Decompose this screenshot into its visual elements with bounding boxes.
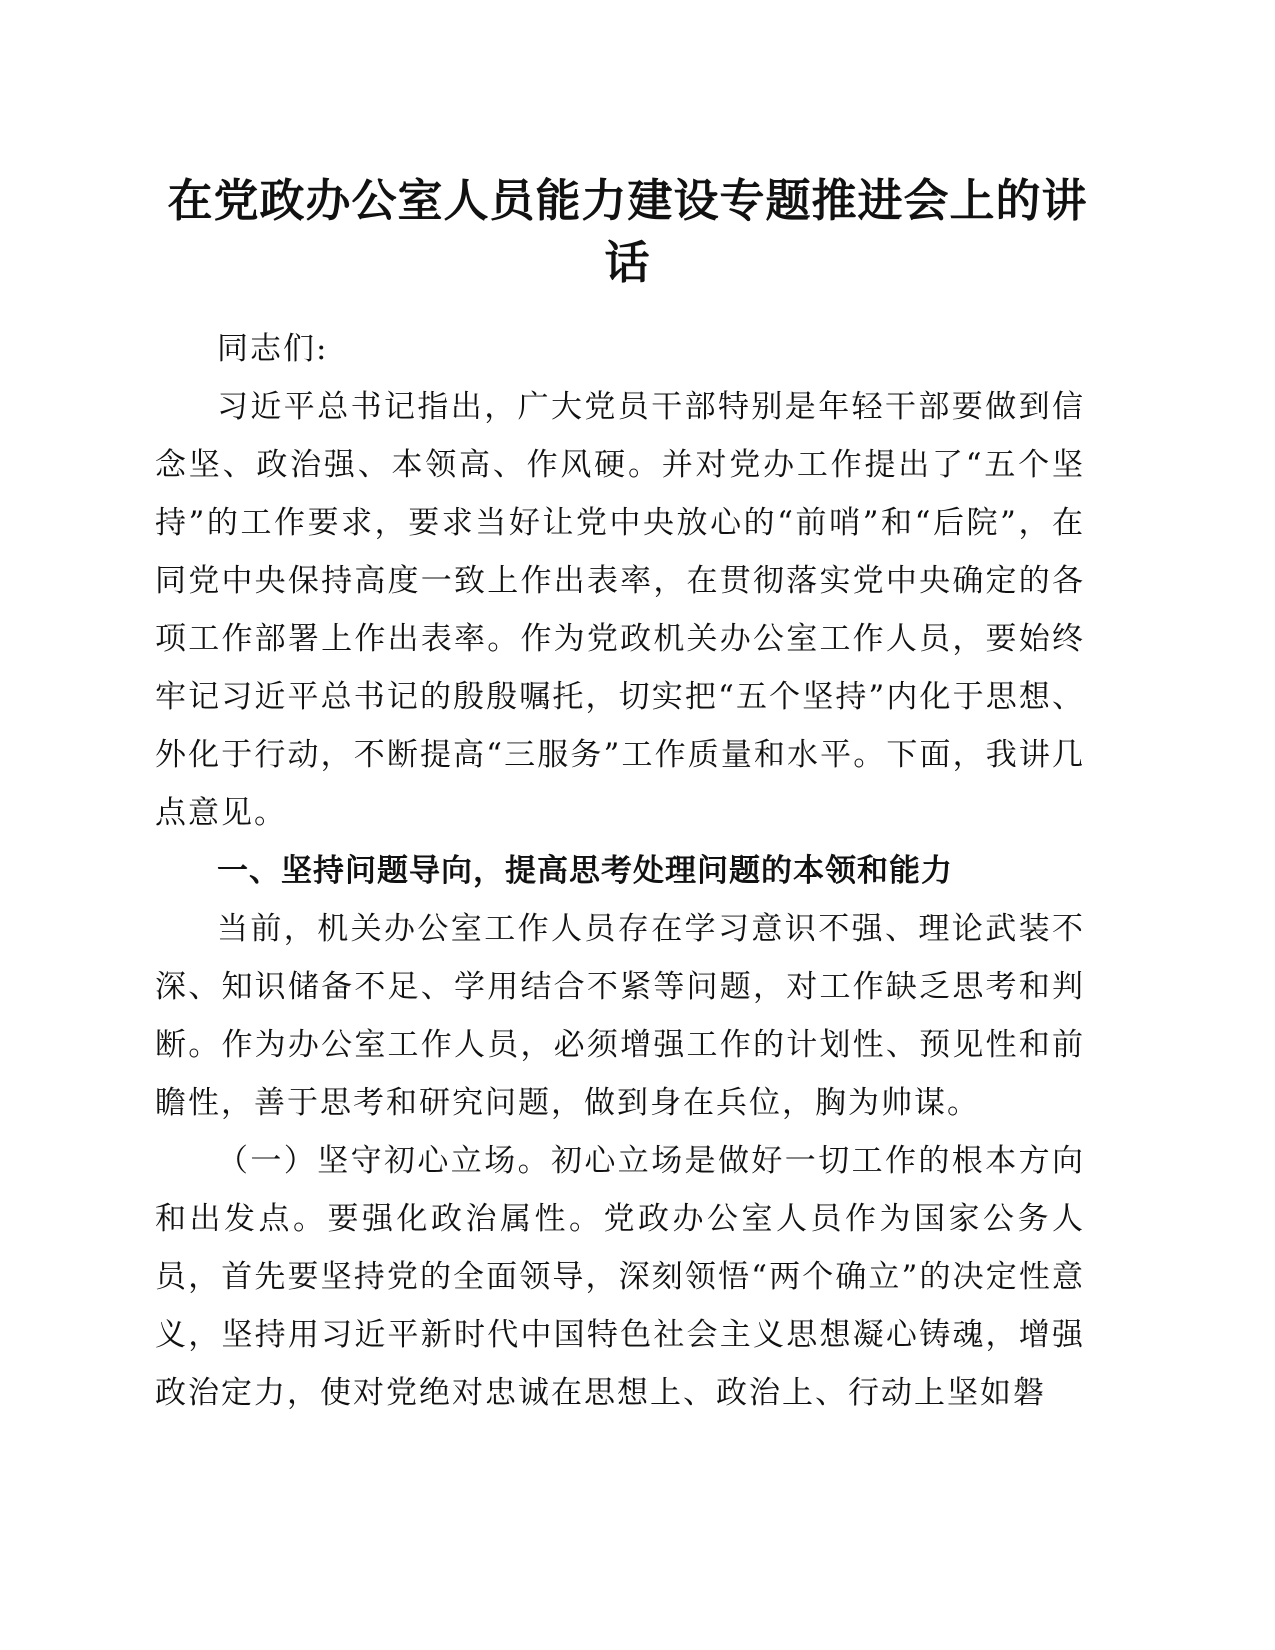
document-body <box>155 320 1085 1422</box>
intro-paragraph: 习近平总书记指出，广大党员干部特别是年轻干部要做到信念坚、政治强、本领高、作风硬。并对党办工作提出了“五个坚持”的工作要求，要求当好让党中央放心的“前哨”和“后院”，在同党中央保持高度一致上作出表率，在贯彻落实党中央确定的各项工作部署上作出表率。作为党政机关办公室工作人员，要始终牢记习近平总书记的殷殷嘱托，切实把“五个坚持”内化于思想、外化于行动，不断提高“三服务”工作质量和水平。下面，我讲几点意见。 <box>155 389 1085 831</box>
salutation: 同志们: <box>217 331 329 367</box>
document-title: 在党政办公室人员能力建设专题推进会上的讲话 <box>167 174 1088 289</box>
section-paragraph: 当前，机关办公室工作人员存在学习意识不强、理论武装不深、知识储备不足、学用结合不紧等问题，对工作缺乏思考和判断。作为办公室工作人员，必须增强工作的计划性、预见性和前瞻性，善于思考和研究问题，做到身在兵位，胸为帅谋。 <box>155 911 1085 1121</box>
subsection-paragraph: （一）坚守初心立场。初心立场是做好一切工作的根本方向和出发点。要强化政治属性。党政办公室人员作为国家公务人员，首先要坚持党的全面领导，深刻领悟“两个确立”的决定性意义，坚持用习近平新时代中国特色社会主义思想凝心铸魂，增强政治定力，使对党绝对忠诚在思想上、政治上、行动上坚如磐 <box>155 1143 1085 1411</box>
section-heading: 一、坚持问题导向，提高思考处理问题的本领和能力 <box>217 853 953 889</box>
